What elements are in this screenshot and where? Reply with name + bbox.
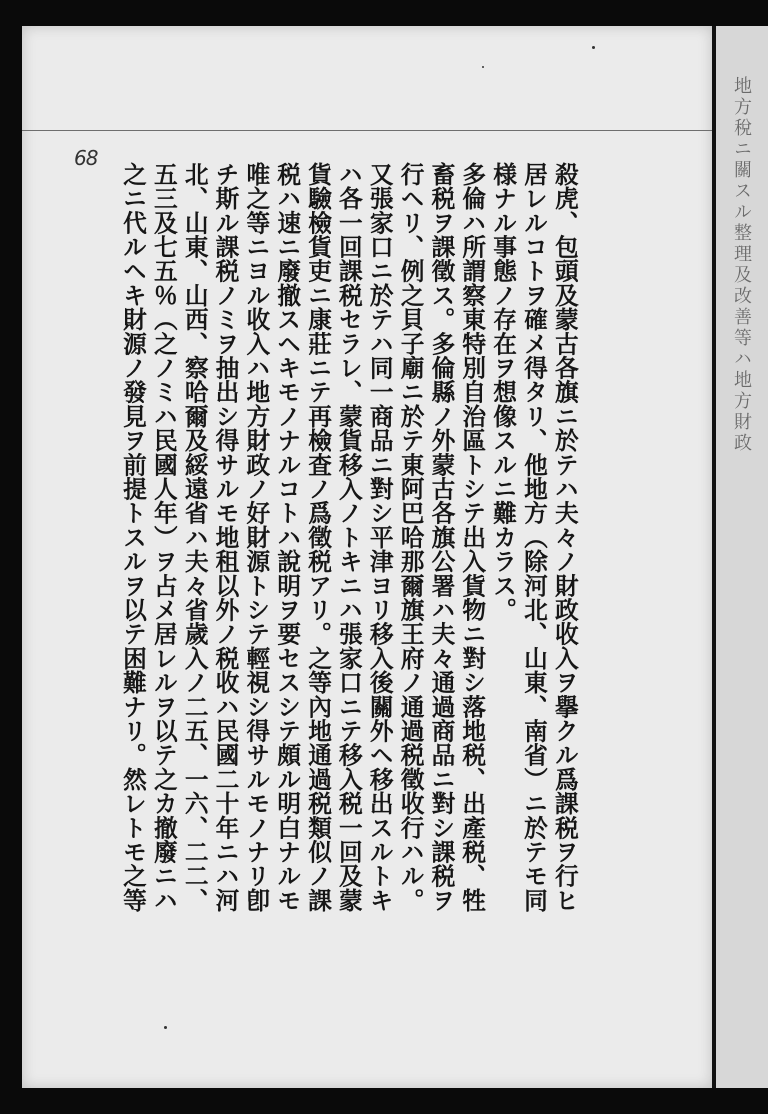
document-page — [22, 26, 712, 1088]
ink-speck — [482, 66, 484, 68]
text-column: 税ハ速ニ廢撤スヘキモノナルコトハ說明ヲ要セスシテ頗ル明白ナルモ — [273, 162, 302, 913]
text-column: 様ナル事態ノ存在ヲ想像スルニ難カラス。 — [489, 162, 518, 622]
text-column: 殺虎、包頭及蒙古各旗ニ於テハ夫々ノ財政收入ヲ擧クル爲課税ヲ行ヒ — [550, 162, 579, 913]
header-rule — [22, 130, 768, 131]
ink-speck — [164, 1026, 167, 1029]
page-number: 68 — [74, 146, 98, 170]
vertical-text-body — [118, 162, 580, 1004]
text-column: チ斯ル課税ノミヲ抽出シ得サルモ地租以外ノ税收ハ民國二十年ニハ河 — [211, 162, 240, 913]
text-column: 居レルコトヲ確メ得タリ、他地方（除河北、山東、南省）ニ於テモ同 — [519, 162, 548, 913]
text-column: 之ニ代ルヘキ財源ノ發見ヲ前提トスルヲ以テ困難ナリ。然レトモ之等 — [119, 162, 147, 913]
text-column: 又張家口ニ於テハ同一商品ニ對シ平津ヨリ移入後關外ヘ移出スルトキ — [365, 162, 394, 913]
text-column: 畜税ヲ課徵ス。多倫縣ノ外蒙古各旗公署ハ夫々通過商品ニ對シ課税ヲ — [427, 162, 456, 913]
text-column: 北、山東、山西、察哈爾及綏遠省ハ夫々省歲入ノ二五、一六、二二、 — [180, 162, 209, 913]
text-column: 五三及七五％（之ノミハ民國人年）ヲ占メ居レルヲ以テ之カ撤廢ニハ — [149, 162, 178, 913]
ink-speck — [592, 46, 595, 49]
adjacent-page-edge — [716, 26, 768, 1088]
text-column: ハ各一回課税セラレ、蒙貨移入ノトキニハ張家口ニテ移入税一回及蒙 — [334, 162, 363, 913]
text-column: 貨驗檢貨吏ニ康莊ニテ再檢査ノ爲徵税アリ。之等內地通過税類似ノ課 — [304, 162, 333, 913]
text-column: 多倫ハ所謂察東特別自治區トシテ出入貨物ニ對シ落地税、出產税、牲 — [458, 162, 487, 913]
text-column: 唯之等ニヨル收入ハ地方財政ノ好財源トシテ輕視シ得サルモノナリ卽 — [242, 162, 271, 913]
adjacent-page-text: 地方稅ニ關スル整理及改善等ハ地方財政 — [731, 76, 752, 454]
text-column: 行ヘリ、例之貝子廟ニ於テ東阿巴哈那爾旗王府ノ通過税徵收行ハル。 — [396, 162, 425, 913]
